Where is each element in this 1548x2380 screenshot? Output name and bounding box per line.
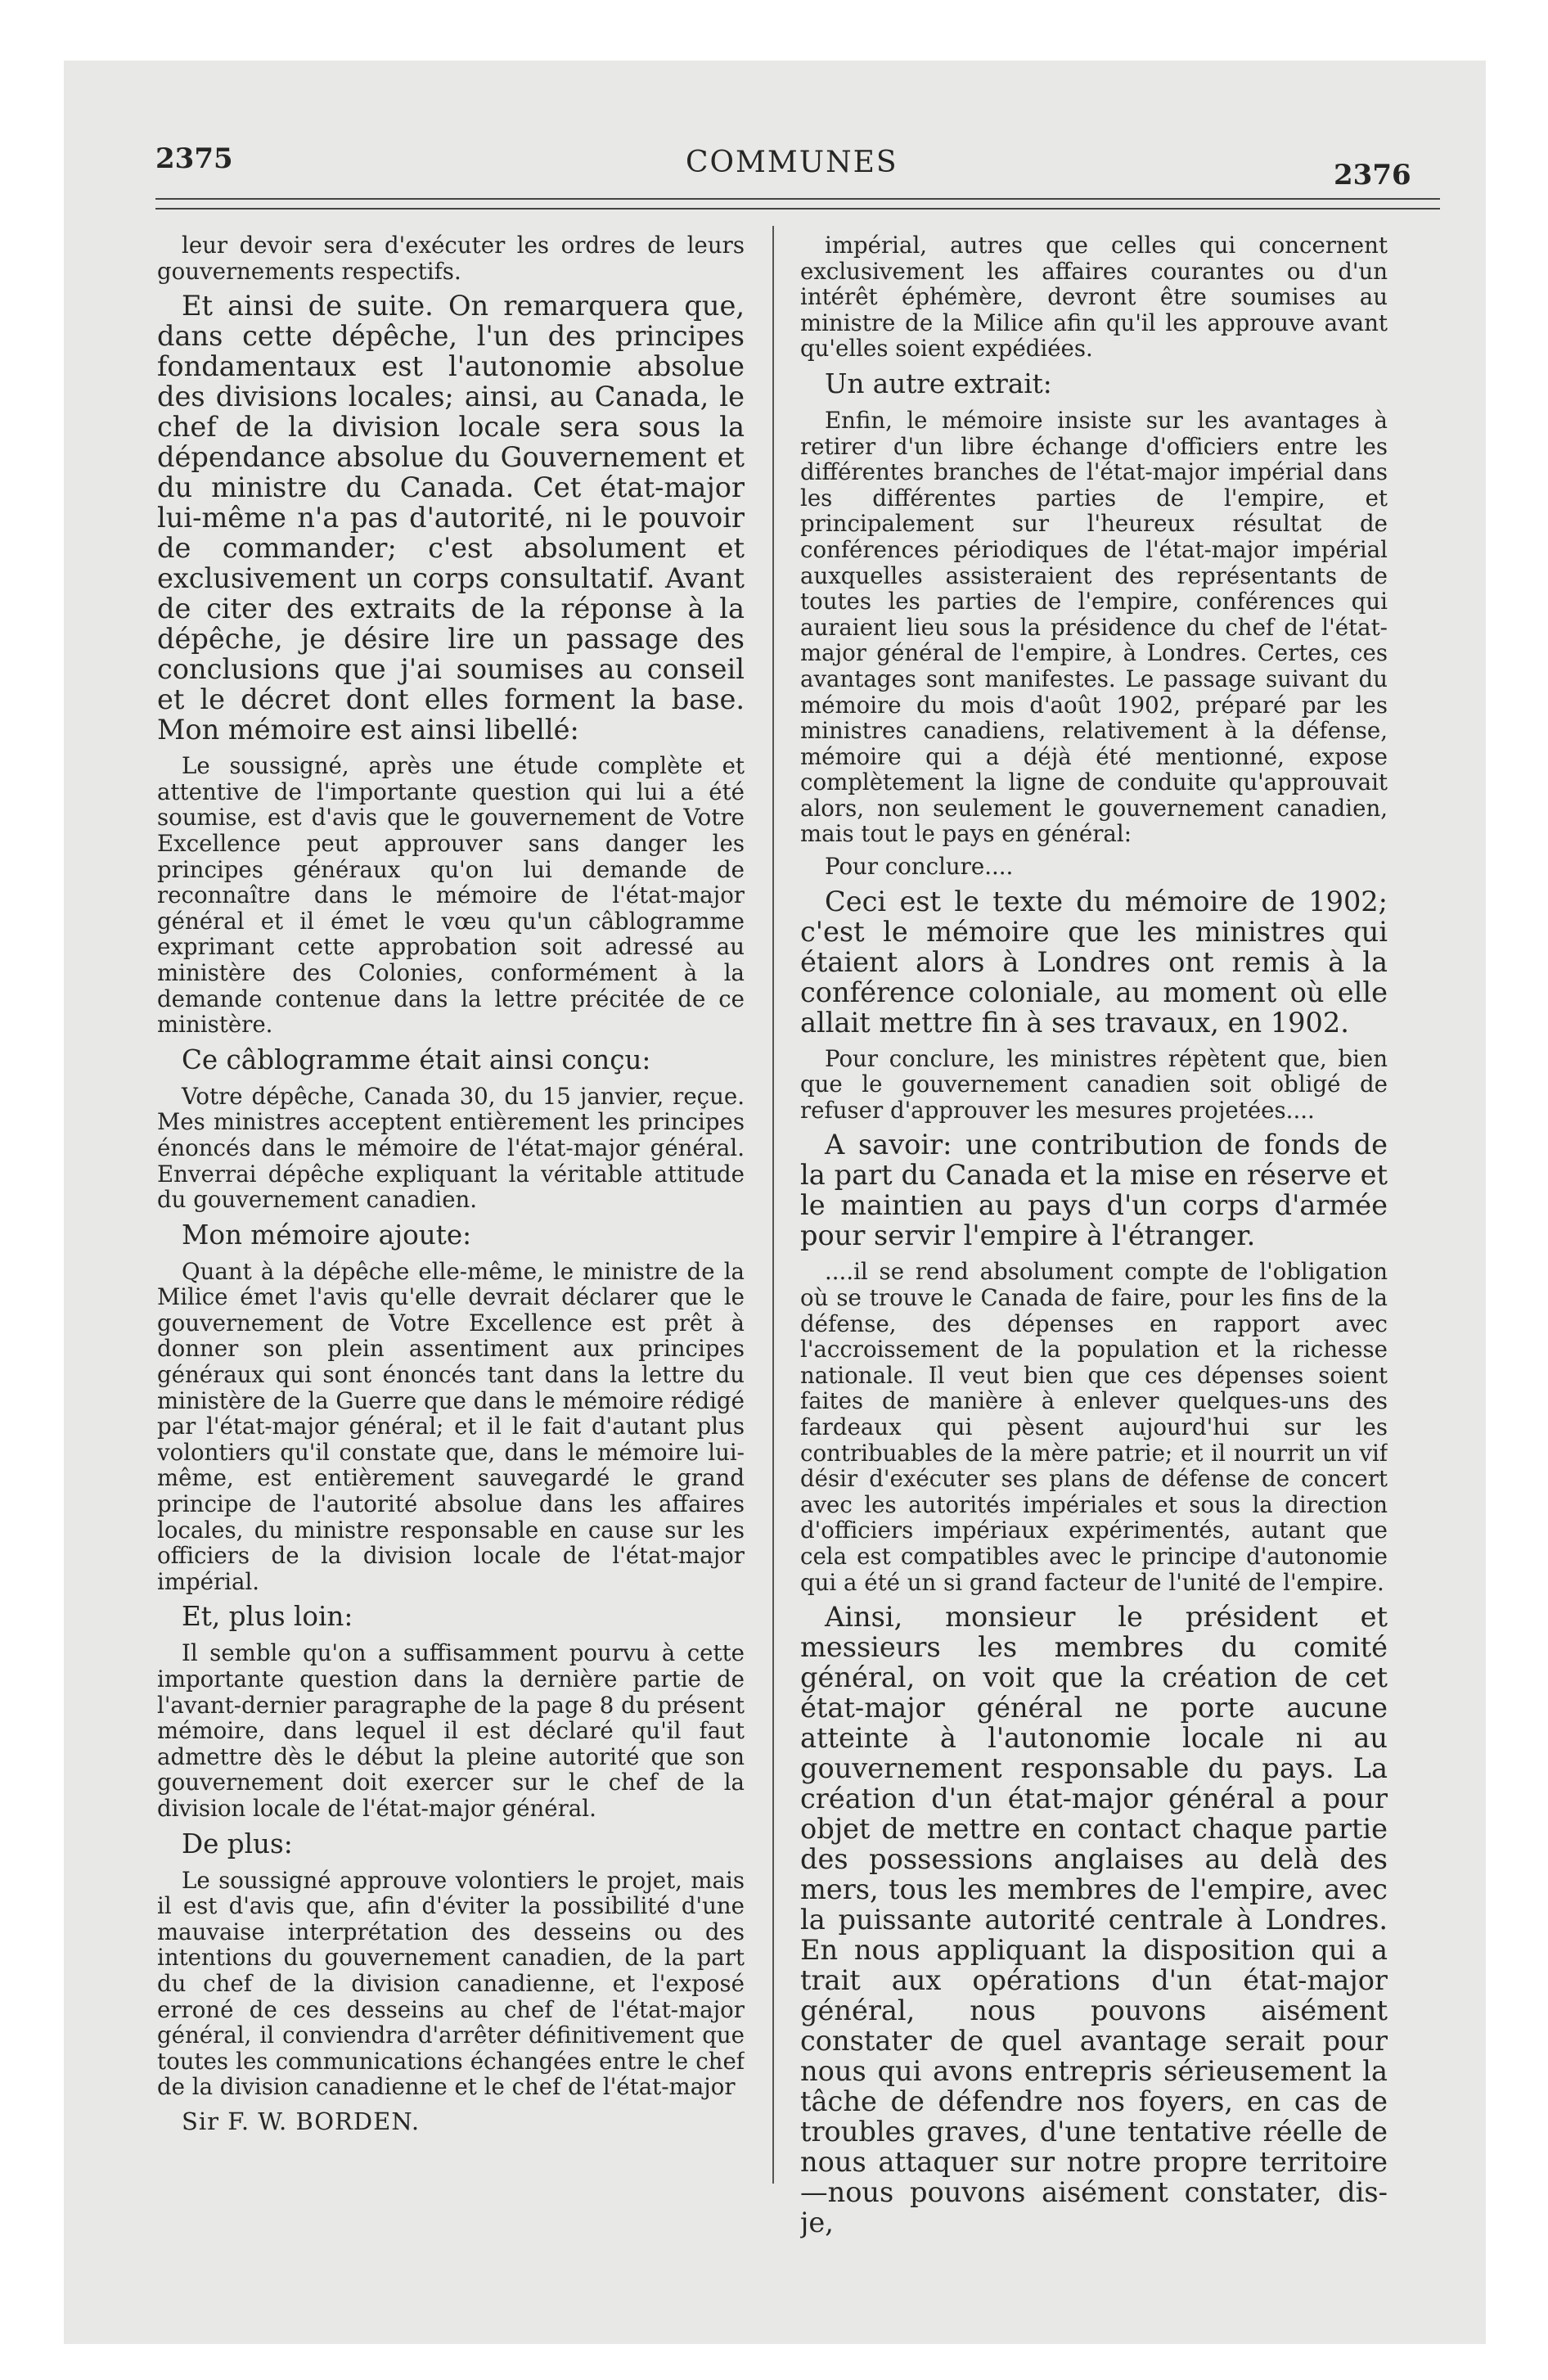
left-column-paragraph: Et, plus loin: xyxy=(182,1601,353,1633)
column-divider xyxy=(772,226,774,2184)
right-column-paragraph: Ceci est le texte du mémoire de 1902; c'est le mémoire que les ministres qui étaient alors à Londres ont remis à la conférence coloniale, au moment où elle allait mettre fin à ses travaux, en 1902. xyxy=(800,885,1388,1039)
scanned-page xyxy=(64,61,1486,2344)
right-column-paragraph: impérial, autres que celles qui concernent exclusivement les affaires courantes ou d'un intérêt éphémère, devront être soumises au ministre de la Milice afin qu'il les approuve avant qu'elles soient expédiées. xyxy=(800,232,1388,363)
right-column-paragraph: Ainsi, monsieur le président et messieurs les membres du comité général, on voit que la création de cet état-major général ne porte aucune atteinte à l'autonomie locale ni au gouvernement responsable du pays. La création d'un état-major général a pour objet de mettre en contact chaque partie des possessions anglaises au delà des mers, tous les membres de l'empire, avec la puissante autorité centrale à Londres. En nous appliquant la disposition qui a trait aux opérations d'un état-major général, nous pouvons aisément constater de quel avantage serait pour nous qui avons entrepris sérieusement la tâche de défendre nos foyers, en cas de troubles graves, d'une tentative réelle de nous attaquer sur notre propre territoire—nous pouvons aisément constater, dis-je, xyxy=(800,1601,1388,2239)
header-rule-bottom xyxy=(155,208,1440,210)
page-number-right: 2376 xyxy=(1334,159,1411,192)
left-column-paragraph: Le soussigné approuve volontiers le projet, mais il est d'avis que, afin d'éviter la possibilité d'une mauvaise interprétation des desseins ou des intentions du gouvernement canadien, de la part du chef de la division canadienne, et l'exposé erroné de ces desseins au chef de l'état-major général, il conviendra d'arrêter définitivement que toutes les communications échangées entre le chef de la division canadienne et le chef de l'état-major xyxy=(157,1866,745,2101)
right-column-paragraph: A savoir: une contribution de fonds de la part du Canada et la mise en réserve et le maintien au pays d'un corps d'armée pour servir l'empire à l'étranger. xyxy=(800,1129,1388,1252)
left-column-paragraph: Votre dépêche, Canada 30, du 15 janvier, reçue. Mes ministres acceptent entièrement les principes énoncés dans le mémoire de l'état-major général. Enverrai dépêche expliquant la véritable attitude du gouvernement canadien. xyxy=(157,1082,745,1214)
left-column-paragraph: Sir F. W. BORDEN. xyxy=(182,2107,421,2135)
left-column-paragraph: Mon mémoire ajoute: xyxy=(182,1219,472,1251)
left-column-paragraph: De plus: xyxy=(182,1828,293,1859)
right-column-paragraph: Pour conclure.... xyxy=(825,853,1014,881)
right-column xyxy=(800,232,1388,2254)
right-column-paragraph: ....il se rend absolument compte de l'obligation où se trouve le Canada de faire, pour les fins de la défense, des dépenses en rapport avec l'accroissement de la population et la richesse nationale. Il veut bien que ces dépenses soient faites de manière à enlever quelques-uns des fardeaux qui pèsent aujourd'hui sur les contribuables de la mère patrie; et il nourrit un vif désir d'exécuter ses plans de défense de concert avec les autorités impériales et sous la direction d'officiers impériaux expérimentés, autant que cela est compatibles avec le principe d'autonomie qui a été un si grand facteur de l'unité de l'empire. xyxy=(800,1258,1388,1596)
page-header xyxy=(64,61,1486,224)
running-title: COMMUNES xyxy=(686,146,898,179)
left-column-paragraph: leur devoir sera d'exécuter les ordres de leurs gouvernements respectifs. xyxy=(157,232,745,285)
right-column-paragraph: Enfin, le mémoire insiste sur les avantages à retirer d'un libre échange d'officiers entre les différentes branches de l'état-major impérial dans les différentes parties de l'empire, et principalement sur l'heureux résultat de conférences périodiques de l'état-major impérial auxquelles assisteraient des représentants de toutes les parties de l'empire, conférences qui auraient lieu sous la présidence du chef de l'état-major général de l'empire, à Londres. Certes, ces avantages sont manifestes. Le passage suivant du mémoire du mois d'août 1902, préparé par les ministres canadiens, relativement à la défense, mémoire qui a déjà été mentionné, expose complètement la ligne de conduite qu'approuvait alors, non seulement le gouvernement canadien, mais tout le pays en général: xyxy=(800,406,1388,848)
left-column xyxy=(157,232,745,2254)
right-column-paragraph: Un autre extrait: xyxy=(825,367,1052,399)
header-rule-top xyxy=(155,198,1440,200)
page-number-left: 2375 xyxy=(155,142,233,175)
left-column-paragraph: Le soussigné, après une étude complète et attentive de l'importante question qui lui a été soumise, est d'avis que le gouvernement de Votre Excellence peut approuver sans danger les principes généraux qu'on lui demande de reconnaître dans le mémoire de l'état-major général et il émet le vœu qu'un câblogramme exprimant cette approbation soit adressé au ministère des Colonies, conformément à la demande contenue dans la lettre précitée de ce ministère. xyxy=(157,752,745,1039)
left-column-paragraph: Ce câblogramme était ainsi conçu: xyxy=(182,1044,651,1075)
left-column-paragraph: Il semble qu'on a suffisamment pourvu à cette importante question dans la dernière partie de l'avant-dernier paragraphe de la page 8 du présent mémoire, dans lequel il est déclaré qu'il faut admettre dès le début la pleine autorité que son gouvernement doit exercer sur le chef de la division locale de l'état-major général. xyxy=(157,1639,745,1822)
left-column-paragraph: Quant à la dépêche elle-même, le ministre de la Milice émet l'avis qu'elle devrait déclarer que le gouvernement de Votre Excellence est prêt à donner son plein assentiment aux principes généraux qui sont énoncés tant dans la lettre du ministère de la Guerre que dans le mémoire rédigé par l'état-major général; et il le fait d'autant plus volontiers qu'il constate que, dans le mémoire lui-même, est entièrement sauvegardé le grand principe de l'autorité absolue dans les affaires locales, du ministre responsable en cause sur les officiers de la division locale de l'état-major impérial. xyxy=(157,1257,745,1595)
right-column-paragraph: Pour conclure, les ministres répètent que, bien que le gouvernement canadien soit obligé de refuser d'approuver les mesures projetées.... xyxy=(800,1044,1388,1124)
left-column-paragraph: Et ainsi de suite. On remarquera que, dans cette dépêche, l'un des principes fondamentaux est l'autonomie absolue des divisions locales; ainsi, au Canada, le chef de la division locale sera sous la dépendance absolue du Gouvernement et du ministre du Canada. Cet état-major lui-même n'a pas d'autorité, ni le pouvoir de commander; c'est absolument et exclusivement un corps consultatif. Avant de citer des extraits de la réponse à la dépêche, je désire lire un passage des conclusions que j'ai soumises au conseil et le décret dont elles forment la base. Mon mémoire est ainsi libellé: xyxy=(157,290,745,746)
